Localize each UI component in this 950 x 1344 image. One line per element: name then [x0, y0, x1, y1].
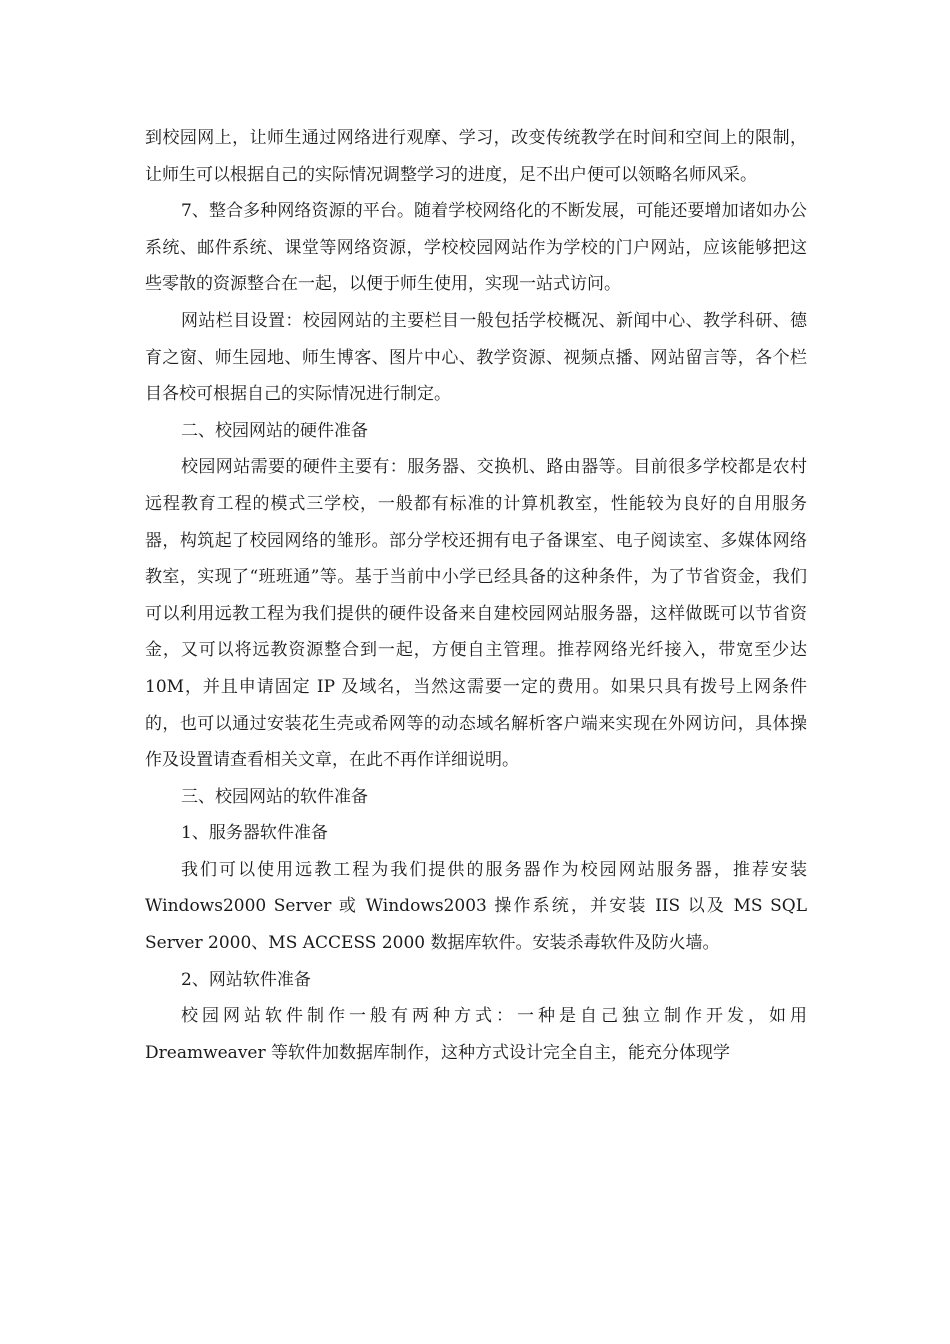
section-heading-hardware: 二、校园网站的硬件准备 — [181, 420, 368, 441]
document-body — [145, 120, 807, 1071]
paragraph-site-software: 校园网站软件制作一般有两种方式：一种是自己独立制作开发，如用 Dreamweaver 等软件加数据库制作，这种方式设计完全自主，能充分体现学 — [145, 1006, 807, 1063]
subheading-server-software: 1、服务器软件准备 — [181, 823, 328, 844]
section-heading-software: 三、校园网站的软件准备 — [181, 786, 368, 807]
paragraph-continuation: 到校园网上，让师生通过网络进行观摩、学习，改变传统教学在时间和空间上的限制，让师生可以根据自己的实际情况调整学习的进度，足不出户便可以领略名师风采。 — [145, 128, 807, 185]
paragraph-hardware: 校园网站需要的硬件主要有：服务器、交换机、路由器等。目前很多学校都是农村远程教育工程的模式三学校，一般都有标准的计算机教室，性能较为良好的自用服务器，构筑起了校园网络的雏形。部分学校还拥有电子备课室、电子阅读室、多媒体网络教室，实现了“班班通”等。基于当前中小学已经具备的这种条件，为了节省资金，我们可以利用远教工程为我们提供的硬件设备来自建校园网站服务器，这样做既可以节省资金，又可以将远教资源整合到一起，方便自主管理。推荐网络光纤接入，带宽至少达 10M，并且申请固定 IP 及域名，当然这需要一定的费用。如果只具有拨号上网条件的，也可以通过安装花生壳或希网等的动态域名解析客户端来实现在外网访问，具体操作及设置请查看相关文章，在此不再作详细说明。 — [145, 457, 807, 771]
paragraph-item-7: 7、整合多种网络资源的平台。随着学校网络化的不断发展，可能还要增加诸如办公系统、邮件系统、课堂等网络资源，学校校园网站作为学校的门户网站，应该能够把这些零散的资源整合在一起，以便于师生使用，实现一站式访问。 — [145, 201, 807, 295]
paragraph-site-sections: 网站栏目设置：校园网站的主要栏目一般包括学校概况、新闻中心、教学科研、德育之窗、师生园地、师生博客、图片中心、教学资源、视频点播、网站留言等，各个栏目各校可根据自己的实际情况进行制定。 — [145, 310, 807, 405]
subheading-site-software: 2、网站软件准备 — [181, 969, 311, 990]
paragraph-server-software: 我们可以使用远教工程为我们提供的服务器作为校园网站服务器，推荐安装 Windows2000 Server 或 Windows2003 操作系统，并安装 IIS 以及 MS SQL Server 2000、MS ACCESS 2000 数据库软件。安装杀毒软件及防火墙。 — [145, 859, 807, 954]
